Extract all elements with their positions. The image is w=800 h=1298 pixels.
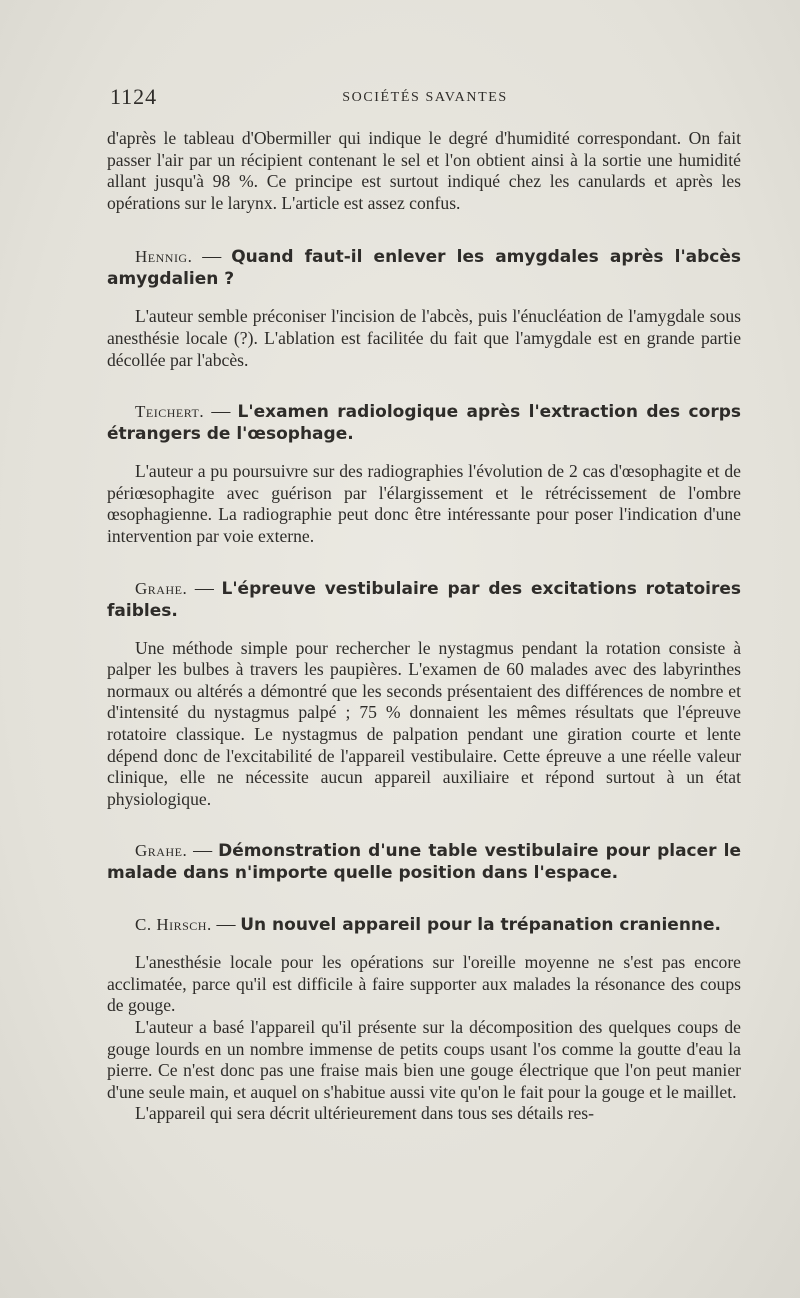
entry-dash: — (211, 401, 231, 423)
entry-dash: — (202, 246, 222, 268)
page-header (110, 80, 740, 120)
entry-paragraph: L'auteur a pu poursuivre sur des radiographies l'évolution de 2 cas d'œsophagite et de périœsophagite avec guérison par l'élargissement et le rétrécissement de l'ombre œsophagienne. La radiographie peut donc être intéressante pour poser l'indication d'une intervention par voie externe. (107, 461, 741, 546)
entry-author: Teichert. (135, 402, 205, 422)
entry-heading (107, 246, 741, 290)
entry-paragraph: L'auteur a basé l'appareil qu'il présente sur la décomposition des quelques coups de gouge lourds en un nombre immense de petits coups usant l'os comme la goutte d'eau la pierre. Ce n'est donc pas une fraise mais bien une gouge électrique que l'on peut manier d'une seule main, et auquel on s'habitue aussi vite qu'on le fait pour la gouge et le maillet. (107, 1017, 741, 1102)
entry-paragraph: Une méthode simple pour rechercher le nystagmus pendant la rotation consiste à palper les bulbes à travers les paupières. L'examen de 60 malades avec des labyrinthes normaux ou altérés a démontré que les seconds présentaient des différences de nombre et d'intensité du nystagmus palpé ; 75 % donnaient les mêmes résultats que l'épreuve rotatoire classique. Le nystagmus de palpation pendant une giration courte et lente dépend donc de l'excitabilité de l'appareil vestibulaire. Cette épreuve a une réelle valeur clinique, elle ne nécessite aucun appareil auxiliaire et répond surtout à un état physiologique. (107, 637, 741, 809)
entry-title: Un nouvel appareil pour la trépanation cranienne. (240, 915, 722, 936)
entry-heading (107, 914, 741, 936)
entry-grahe-epreuve (107, 578, 741, 811)
intro-paragraph: d'après le tableau d'Obermiller qui indique le degré d'humidité correspondant. On fait passer l'air par un récipient contenant le sel et l'on obtient ainsi à la sortie une humidité allant jusqu'à 98 %. Ce principe est surtout indiqué chez les canulards et après les opérations sur le larynx. L'article est assez confus. (107, 128, 741, 213)
entry-title: Quand faut-il enlever les amygdales après l'abcès amygdalien ? (107, 247, 742, 290)
entry-hennig (107, 246, 741, 371)
page-body (107, 128, 741, 1155)
entry-paragraph: L'anesthésie locale pour les opérations sur l'oreille moyenne ne s'est pas encore acclimatée, parce qu'il est difficile à faire supporter aux malades la résonance des coups de gouge. (107, 952, 741, 1016)
entry-title: L'examen radiologique après l'extraction des corps étrangers de l'œsophage. (107, 402, 741, 445)
entry-author: Grahe. (135, 841, 188, 861)
entry-paragraph: L'auteur semble préconiser l'incision de l'abcès, puis l'énucléation de l'amygdale sous anesthésie locale (?). L'ablation est facilitée du fait que l'amygdale est en grande partie décollée par l'abcès. (107, 306, 741, 370)
entry-title: L'épreuve vestibulaire par des excitations rotatoires faibles. (107, 578, 741, 621)
entry-author: Grahe. (135, 578, 188, 598)
entry-heading (107, 578, 741, 622)
page-number: 1124 (110, 84, 158, 109)
running-head: SOCIÉTÉS SAVANTES (342, 90, 508, 105)
entry-hirsch (107, 914, 741, 1125)
entry-author: C. Hirsch. (135, 915, 212, 935)
entry-heading (107, 401, 741, 445)
entry-teichert (107, 401, 741, 547)
entry-author: Hennig. (135, 247, 193, 267)
entry-dash: — (193, 840, 213, 862)
entry-dash: — (194, 577, 214, 599)
entry-heading (107, 840, 741, 884)
entry-dash: — (216, 914, 236, 936)
entry-paragraph: L'appareil qui sera décrit ultérieurement dans tous ses détails res- (135, 1103, 594, 1124)
entry-title: Démonstration d'une table vestibulaire pour placer le malade dans n'importe quelle position dans l'espace. (107, 841, 742, 884)
entry-grahe-table (107, 840, 741, 884)
